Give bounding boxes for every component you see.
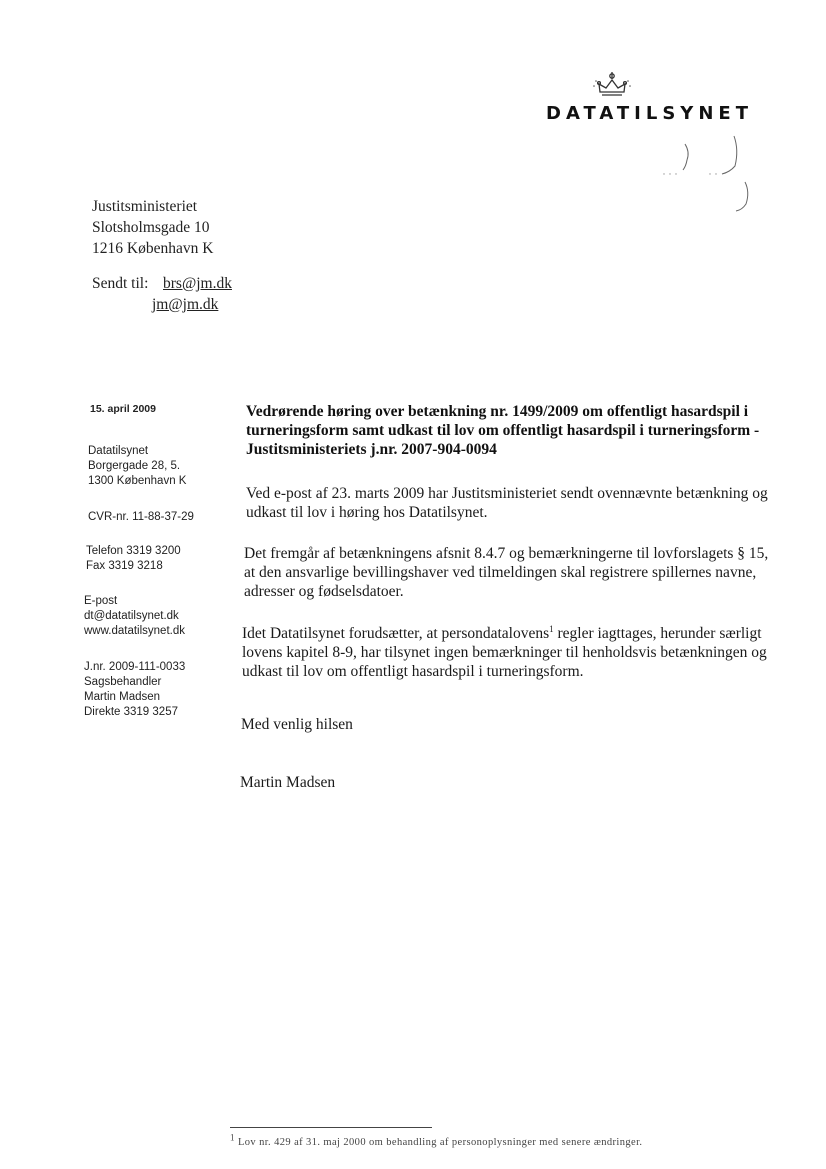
sender-org-name: Datatilsynet <box>88 445 149 457</box>
cvr-number: CVR-nr. 11-88-37-29 <box>88 511 194 523</box>
sender-address <box>88 444 186 489</box>
case-number: J.nr. 2009-111-0033 <box>84 661 186 673</box>
fax-number: Fax 3319 3218 <box>86 560 163 572</box>
case-handler-name: Martin Madsen <box>84 691 161 703</box>
sent-to-email-link[interactable]: jm@jm.dk <box>152 296 219 313</box>
letter-subject: Vedrørende høring over betænkning nr. 1499/2009 om offentligt hasardspil i turneringsform samt udkast til lov om offentligt hasardspil i turneringsform - Justitsministeriets j.nr. 2007-904-0094 <box>246 403 760 458</box>
recipient-street: Slotsholmsgade 10 <box>92 219 210 236</box>
paragraph-text: regler iagttages, herunder særligt lovens kapitel 8-9, har tilsynet ingen bemærkninger til henholdsvis betænkningen og udkast til lov om offentligt hasardspil i turneringsform. <box>242 625 767 680</box>
case-handler-label: Sagsbehandler <box>84 676 162 688</box>
contact-phone <box>86 544 181 574</box>
body-paragraph: Ved e-post af 23. marts 2009 har Justitsministeriet sendt ovennævnte betænkning og udkast til lov i høring hos Datatilsynet. <box>246 485 768 521</box>
footnote-text: Lov nr. 429 af 31. maj 2000 om behandling af personoplysninger med senere ændringer. <box>237 1137 643 1148</box>
crown-icon <box>592 70 632 98</box>
sent-to-email-link[interactable]: brs@jm.dk <box>163 275 232 292</box>
email-label: E-post <box>84 595 118 607</box>
direct-phone: Direkte 3319 3257 <box>84 706 178 718</box>
website-link[interactable]: www.datatilsynet.dk <box>84 625 185 637</box>
footnote-reference: 1 <box>549 623 554 634</box>
phone-number: Telefon 3319 3200 <box>86 545 181 557</box>
sender-email-link[interactable]: dt@datatilsynet.dk <box>84 610 179 622</box>
recipient-city: 1216 København K <box>92 240 214 257</box>
letter-date: 15. april 2009 <box>90 403 156 415</box>
sent-to-label: Sendt til: <box>92 275 149 292</box>
sender-city: 1300 København K <box>88 475 187 487</box>
body-paragraph <box>242 624 778 681</box>
closing-salutation: Med venlig hilsen <box>241 716 353 733</box>
signature-name: Martin Madsen <box>240 774 336 791</box>
footnote-mark: 1 <box>230 1132 235 1143</box>
body-paragraph: Det fremgår af betænkningens afsnit 8.4.7 og bemærkningerne til lovforslagets § 15, at den ansvarlige bevillingshaver ved tilmeldingen skal registrere spillernes navne, adresser og fødselsdatoer. <box>244 545 769 600</box>
sender-street: Borgergade 28, 5. <box>88 460 181 472</box>
contact-web <box>84 594 185 639</box>
logo-wordmark: DATATILSYNET <box>546 103 753 124</box>
footnote <box>230 1132 643 1148</box>
paragraph-text: Idet Datatilsynet forudsætter, at persondatalovens <box>242 625 550 642</box>
recipient-name: Justitsministeriet <box>92 198 198 215</box>
footnote-divider <box>230 1127 432 1128</box>
case-info <box>84 660 185 720</box>
scan-marks <box>650 130 760 220</box>
